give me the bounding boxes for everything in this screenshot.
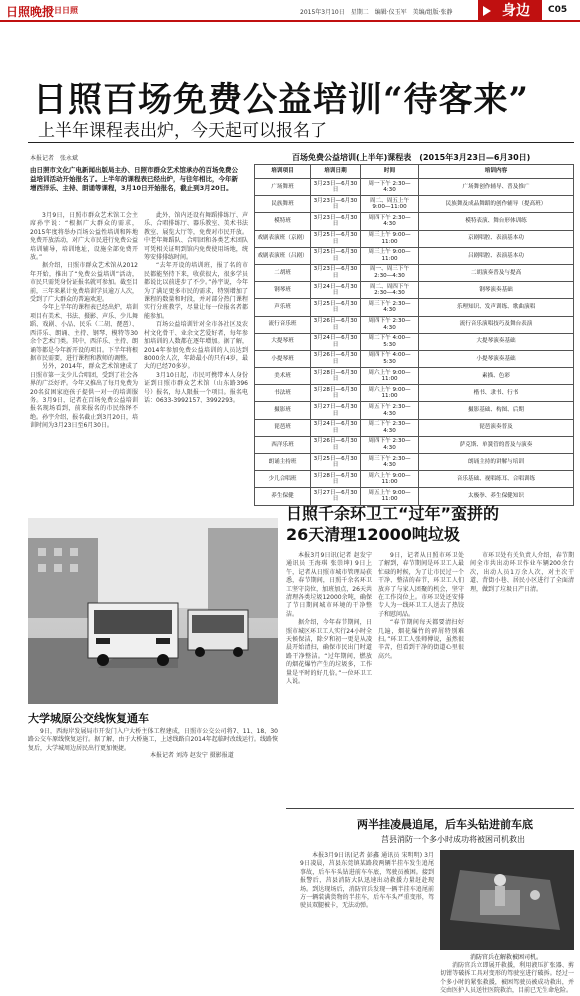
table-cell: 美术班 xyxy=(255,368,311,385)
table-cell: 周五下午 2:30—4:30 xyxy=(361,402,419,419)
table-cell: 周六上午 9:00—11:00 xyxy=(361,385,419,402)
paragraph: 本报3月9日讯(记者 彭鑫 通讯员 宋明明) 3月9日凌晨，莒县东莞镇某路段两辆半挂车发生追尾事故，后车车头钻进前车车底，驾驶员被困。接到报警后，莒县消防大队迅速出动救援力量赶赴现场。到达现场后，消防官兵发现一辆半挂车追尾前方一辆装满货物的半挂车，后车车头严重变形，驾驶员双腿被卡，无法动弹。 xyxy=(300,852,434,910)
table-cell: 3月24日—6月30日 xyxy=(311,333,361,350)
headline-line: 26天清理12000吨垃圾 xyxy=(286,525,460,544)
article-column xyxy=(144,212,248,490)
table-row xyxy=(255,230,574,247)
paragraph: 3月9日，日照市群众艺术馆工会主席孙宇说：“根据广大群众的需求，2015年度将举办百场公益性培训和阵地免费开放活动，对广大市民进行免费公益培训辅导，培训地址，设施全部免费开放。” xyxy=(30,212,139,262)
table-cell: 音乐基础、视唱练耳、合唱训练 xyxy=(419,471,574,488)
table-row xyxy=(255,213,574,230)
table-cell: 周三上午 9:00—11:00 xyxy=(361,230,419,247)
table-cell: 周三下午 2:30—4:30 xyxy=(361,299,419,316)
paragraph: 今年上半年的课程表已经出炉，培训项目有美术、书法、摄影、声乐、少儿舞蹈、戏剧、小品、民乐（二胡、琵琶）、西洋乐、朗诵、主持、钢琴、模特等30余个艺术门类。其中，西洋乐、主持、朗诵等都是今年新开设的项目。下半年将根据市民需要，进行课程和教师的调整。 xyxy=(30,304,139,362)
schedule-table xyxy=(254,164,574,506)
table-cell: 周六上午 9:00—11:00 xyxy=(361,368,419,385)
table-cell: 书法班 xyxy=(255,385,311,402)
paragraph: “去年开设的培训班，报了名的市民都能坚持下来，收获很大，很多学员都说比以前进步了不少。”孙宇说，今年为了满足更多市民的需求，特别增加了课程的数量和时段，并对部分热门课程实行分班教学，尽量让每一位报名者都能参加。 xyxy=(144,262,248,320)
table-row xyxy=(255,333,574,350)
byline-training: 本报记者 张永斌 xyxy=(30,155,79,162)
paragraph: 此外，馆内还设有舞蹈排练厅、声乐、合唱排练厅、器乐教室、美术书法教室、展览大厅等，免费对市民开放。中老年舞蹈队、合唱团和各类艺术团队可凭相关证明到馆内免费使用场地，统筹安排排练时间。 xyxy=(144,212,248,262)
paragraph: 3月10日起，市民可携带本人身份证到日照市群众艺术馆（山东路396号）报名，每人限报一个项目。报名电话：0633-3992157、3992293。 xyxy=(144,371,248,404)
table-cell: 朗诵主持班 xyxy=(255,454,311,471)
table-row xyxy=(255,419,574,436)
table-cell: 大提琴班 xyxy=(255,333,311,350)
table-cell: 3月24日—6月30日 xyxy=(311,419,361,436)
headline-crash: 两半挂凌晨追尾，后车头钻进前车底 xyxy=(357,818,533,831)
table-cell: 周五上午 9:00—11:00 xyxy=(361,488,419,505)
table-cell: 3月23日—6月30日 xyxy=(311,213,361,230)
table-cell: 广场舞班 xyxy=(255,179,311,196)
table-cell: 周二、周五上午 9:00—11:00 xyxy=(361,196,419,213)
divider xyxy=(286,808,574,809)
table-cell: 民族舞班 xyxy=(255,196,311,213)
article-column xyxy=(300,852,434,977)
table-row xyxy=(255,196,574,213)
paragraph: 另外，2014年，群众艺术馆建成了日照市第一支少儿合唱团，受到了社会各界的广泛好评。今年又推出了每月免费为20名贫困家庭孩子提供一对一的培训服务。3月9日，记者在百场免费公益培训报名现场看到，前来报名的市民络绎不绝。孙宇介绍，报名截止到3月20日，培训时间为3月23日至6月30日。 xyxy=(30,363,139,430)
table-cell: 二胡班 xyxy=(255,264,311,281)
newspaper-logo: 日照晚报 xyxy=(6,5,55,19)
paragraph: 据介绍，今年春节期间，日照市城区环卫工人实行24小时全天候保洁，除夕和初一更是从凌晨开始清扫，确保市民出门时道路干净整洁。“过年期间，燃放的烟花爆竹产生的垃圾多，工作量是平时的好几倍。”一位环卫工人说。 xyxy=(286,619,372,686)
table-row xyxy=(255,179,574,196)
bus-scene-icon xyxy=(28,518,278,704)
column-header: 培训项目 xyxy=(255,165,311,179)
table-cell: 朗诵主持的讲解与培训 xyxy=(419,454,574,471)
table-cell: 西洋乐班 xyxy=(255,436,311,453)
headline-line: 日照千余环卫工“过年”蛮拼的 xyxy=(286,504,500,523)
paragraph: 市环卫处有关负责人介绍，春节期间全市共出动环卫作业车辆200余台次，出动人员1万余人次，对主次干道、背街小巷、居民小区进行了全面清理，做到了垃圾日产日清。 xyxy=(470,552,574,593)
table-row xyxy=(255,454,574,471)
table-row xyxy=(255,264,574,281)
table-cell: 3月28日—6月30日 xyxy=(311,385,361,402)
column-header: 时间 xyxy=(361,165,419,179)
table-cell: 3月25日—6月30日 xyxy=(311,454,361,471)
table-cell: 摄影基础、构图、后期 xyxy=(419,402,574,419)
bus-photo xyxy=(28,518,278,704)
table-cell: 乐理知识、发声训练、歌曲演唱 xyxy=(419,299,574,316)
page-header xyxy=(0,0,580,22)
table-cell: 楷书、隶书、行书 xyxy=(419,385,574,402)
paragraph: “春节期间每天都要清扫好几遍，烟花爆竹的碎屑特别难扫。”环卫工人张师傅说，虽然很辛苦，但看到干净的街道心里很高兴。 xyxy=(378,619,464,660)
table-cell: 周四下午 2:30—4:30 xyxy=(361,316,419,333)
table-cell: 钢琴班 xyxy=(255,282,311,299)
article-column xyxy=(286,552,372,802)
column-header: 培训内容 xyxy=(419,165,574,179)
paragraph: 百场公益培训针对全市各社区及农村文化骨干、业余文艺爱好者，每年参加培训的人数都在逐年增加。据了解，2014年参加免费公益培训的人员达到8000余人次，年龄最小的只有4岁，最大的已经70多岁。 xyxy=(144,321,248,371)
arrow-icon xyxy=(483,6,491,16)
table-cell: 周四下午 2:30—4:30 xyxy=(361,213,419,230)
table-cell: 3月25日—6月30日 xyxy=(311,247,361,264)
schedule-title: 百场免费公益培训(上半年)课程表 (2015年3月23日—6月30日) xyxy=(292,153,531,162)
table-row xyxy=(255,350,574,367)
table-row xyxy=(255,368,574,385)
table-row xyxy=(255,471,574,488)
table-cell: 3月26日—6月30日 xyxy=(311,350,361,367)
paragraph: 消防官兵立即展开救援，利用液压扩张器、剪切钳等破拆工具对变形的驾驶室进行破拆。经过一个多小时的紧张救援，被困驾驶员被成功救出，并交由医护人员送往医院救治，目前已无生命危险。 xyxy=(440,962,574,995)
table-cell: 吕剧唱腔、表演基本功 xyxy=(419,247,574,264)
table-cell: 周二、周四下午 2:30—4:30 xyxy=(361,282,419,299)
table-cell: 3月25日—6月30日 xyxy=(311,230,361,247)
table-cell: 3月26日—6月30日 xyxy=(311,436,361,453)
table-cell: 戏剧表演班（吕剧） xyxy=(255,247,311,264)
table-cell: 流行音乐演唱技巧及舞台表演 xyxy=(419,316,574,333)
table-cell: 3月25日—6月30日 xyxy=(311,299,361,316)
table-cell: 模特班 xyxy=(255,213,311,230)
table-cell: 少儿合唱班 xyxy=(255,471,311,488)
table-cell: 周三上午 9:00—11:00 xyxy=(361,247,419,264)
table-cell: 周二下午 4:00—5:30 xyxy=(361,333,419,350)
rescue-scene-icon xyxy=(440,850,574,950)
table-cell: 钢琴演奏基础 xyxy=(419,282,574,299)
section-tab: 身边 xyxy=(478,0,542,22)
table-cell: 萨克斯、单簧管的普及与演奏 xyxy=(419,436,574,453)
table-row xyxy=(255,402,574,419)
table-cell: 流行音乐班 xyxy=(255,316,311,333)
paragraph: 9日，记者从日照市环卫处了解到，春节期间是环卫工人最忙碌的时候，为了让市民过一个干净、整洁的春节，环卫工人们放弃了与家人团聚的机会，坚守在工作岗位上。市环卫处还安排专人为一线环卫工人送去了热饺子和慰问品。 xyxy=(378,552,464,618)
subheadline-training: 上半年课程表出炉，今天起可以报名了 xyxy=(38,121,327,141)
table-cell: 琵琶演奏普及 xyxy=(419,419,574,436)
table-cell: 周一、周三下午 2:30—4:30 xyxy=(361,264,419,281)
article-column xyxy=(440,962,574,995)
table-cell: 声乐班 xyxy=(255,299,311,316)
table-cell: 周二下午 2:30—4:30 xyxy=(361,419,419,436)
headline-bus: 大学城原公交线恢复通车 xyxy=(28,712,149,725)
table-cell: 广场舞创作辅导、普及推广 xyxy=(419,179,574,196)
table-cell: 模特表演、舞台形体训练 xyxy=(419,213,574,230)
table-cell: 3月26日—6月30日 xyxy=(311,316,361,333)
table-cell: 周三下午 2:30—4:30 xyxy=(361,454,419,471)
table-cell: 戏剧表演班（京剧） xyxy=(255,230,311,247)
table-row xyxy=(255,282,574,299)
issue-meta: 2015年3月10日 星期二 编辑·仪玉军 美编/组版·张静 xyxy=(300,9,453,16)
table-cell: 3月28日—6月30日 xyxy=(311,368,361,385)
table-cell: 3月23日—6月30日 xyxy=(311,264,361,281)
paragraph: 据介绍，日照市群众艺术馆从2012年开始，推出了“免费公益培训”活动，市民只需凭身份证报名就可参加。截至目前，三年来累计免费培训学员逾万人次，受到了广大群众的普遍欢迎。 xyxy=(30,262,139,304)
table-row xyxy=(255,247,574,264)
table-cell: 太极拳、养生保健知识 xyxy=(419,488,574,505)
table-row xyxy=(255,299,574,316)
section-name: 今日日照 xyxy=(46,6,78,15)
byline-bus: 本报记者 刘涛 赵发宁 摄影报道 xyxy=(150,752,234,759)
table-cell: 二胡演奏普及与提高 xyxy=(419,264,574,281)
table-row xyxy=(255,436,574,453)
headline-sanitation xyxy=(286,503,499,545)
lead-training: 由日照市文化广电新闻出版局主办、日照市群众艺术馆承办的百场免费公益培训活动开始报名了。上半年的课程表已经出炉，与往年相比，今年新增西洋乐、主持、朗诵等课程，3月10日开始报名，截止到3月20日。 xyxy=(30,166,238,192)
table-cell: 3月24日—6月30日 xyxy=(311,282,361,299)
table-cell: 摄影班 xyxy=(255,402,311,419)
paragraph: 9日，西海岸发展局市开发门入户大桥主体工程建成，日照市公交公司将7、11、18、30路公交车原线恢复运行。据了解，由于大桥施工，上述线路自2014年起临时改线运行。线路恢复后，大学城周边居民出行更加便捷。 xyxy=(28,728,278,752)
table-header-row xyxy=(255,165,574,179)
table-cell: 素描、色彩 xyxy=(419,368,574,385)
article-column xyxy=(378,552,464,802)
table-cell: 周四下午 4:00—5:30 xyxy=(361,350,419,367)
table-cell: 大提琴演奏基础 xyxy=(419,333,574,350)
table-cell: 周一下午 2:30—4:30 xyxy=(361,179,419,196)
table-cell: 周四下午 2:30—4:30 xyxy=(361,436,419,453)
table-row xyxy=(255,385,574,402)
table-row xyxy=(255,316,574,333)
column-header: 培训日期 xyxy=(311,165,361,179)
article-column xyxy=(470,552,574,802)
table-cell: 小提琴班 xyxy=(255,350,311,367)
rescue-photo xyxy=(440,850,574,950)
table-cell: 琵琶班 xyxy=(255,419,311,436)
table-cell: 3月27日—6月30日 xyxy=(311,402,361,419)
table-cell: 3月27日—6月30日 xyxy=(311,488,361,505)
photo-caption: 消防官兵在解救被困司机。 xyxy=(470,954,543,961)
table-cell: 周六上午 9:00—11:00 xyxy=(361,471,419,488)
divider xyxy=(28,142,574,143)
page-number: C05 xyxy=(548,5,568,15)
table-cell: 小提琴演奏基础 xyxy=(419,350,574,367)
table-cell: 民族舞及成品舞蹈的创作辅导（提高班） xyxy=(419,196,574,213)
table-cell: 3月23日—6月30日 xyxy=(311,179,361,196)
headline-training: 日照百场免费公益培训“待客来” xyxy=(33,80,530,120)
article-column xyxy=(30,212,138,490)
table-cell: 京剧唱腔、表演基本功 xyxy=(419,230,574,247)
table-cell: 养生保健 xyxy=(255,488,311,505)
paragraph: 本报3月9日讯(记者 赵发宁 通讯员 王海琪 张崇坤) 9日上午，记者从日照市城市管理局获悉，春节期间，日照千余名环卫工坚守岗位，加班加点，26天共清理各类垃圾12000余吨，确保了节日期间城市环境的干净整洁。 xyxy=(286,552,372,618)
subheadline-crash: 莒县消防一个多小时成功将被困司机救出 xyxy=(381,835,525,844)
table-cell: 3月28日—6月30日 xyxy=(311,471,361,488)
table-cell: 3月23日—6月30日 xyxy=(311,196,361,213)
